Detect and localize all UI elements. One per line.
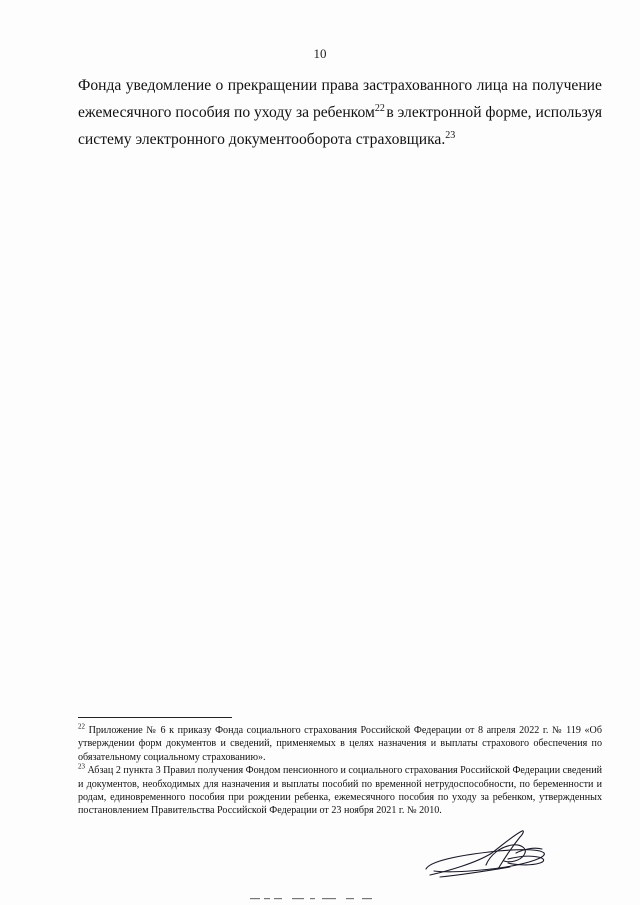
line-text-before: ежемесячного пособия по уходу за ребенком [78, 104, 375, 121]
paragraph-line-3 [78, 126, 602, 153]
line-text-after: в электронной форме, используя [386, 104, 602, 121]
footnote-text: Приложение № 6 к приказу Фонда социального страхования Российской Федерации от 8 апреля 2022 г. № 119 «Об утверждении форм документов и сведений, применяемых в целях назначения и выплаты страхового обеспечения по обязательному социальному страхованию». [78, 725, 602, 763]
footnote-separator [78, 717, 232, 718]
word: лица [476, 77, 508, 94]
word: получение [532, 77, 602, 94]
footnotes-section [78, 724, 602, 818]
word: на [512, 77, 528, 94]
footnote-text: Абзац 2 пункта 3 Правил получения Фондом пенсионного и социального страхования Российской Федерации сведений и документов, необходимых для назначения и выплаты пособий по временной нетрудоспособности, по беременности и родам, единовременного пособия при рождении ребенка, ежемесячного пособия по уходу за ребенком, утвержденных постановлением Правительства Российской Федерации от 23 ноября 2021 г. № 2010. [78, 765, 602, 817]
footnote-ref-22[interactable]: 22 [374, 102, 385, 114]
paragraph-line-2 [78, 99, 602, 126]
line-text: систему электронного документооборота страховщика. [78, 131, 446, 148]
page-number: 10 [313, 46, 327, 61]
word: Фонда [78, 77, 122, 94]
handwritten-signature-icon [420, 825, 550, 891]
paragraph-line-1 [78, 72, 602, 99]
footnote-23 [78, 764, 602, 818]
main-paragraph [78, 72, 602, 153]
scan-artifact-marks [250, 896, 380, 902]
footnote-ref-23[interactable]: 23 [445, 129, 456, 141]
line-text [78, 99, 385, 126]
word: о [215, 77, 224, 94]
word: уведомление [125, 77, 212, 94]
word: прекращении [227, 77, 318, 94]
footnote-22 [78, 724, 602, 764]
footnote-number: 23 [78, 762, 85, 771]
footnote-number: 22 [78, 722, 85, 731]
word: застрахованного [363, 77, 473, 94]
word: права [321, 77, 359, 94]
